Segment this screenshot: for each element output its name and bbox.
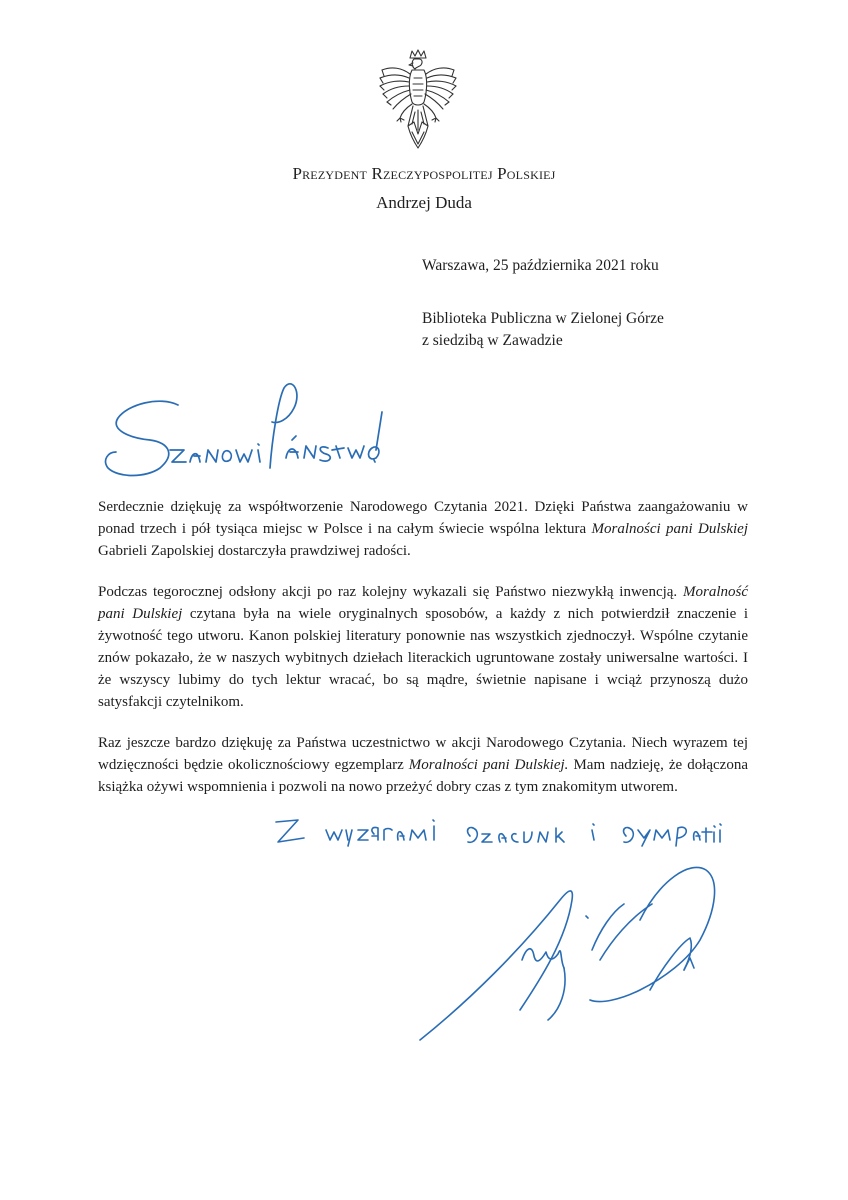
body-text-segment: Mam nadzieję, że dołączona książka ożywi wspomnienia i pozwoli na nowo przeżyć dobry czas z tym znakomitym utworem. — [98, 757, 749, 795]
body-paragraph — [98, 581, 748, 713]
body-text-segment: Podczas tegorocznej odsłony akcji po raz kolejny wykazali się Państwo niezwykłą inwencją. — [98, 584, 683, 600]
book-title: Moralność pani Dulskiej — [98, 584, 748, 622]
book-title: Moralności pani Dulskiej. — [408, 757, 569, 773]
handwritten-salutation — [106, 384, 382, 476]
signature-icon — [420, 867, 715, 1040]
book-title: Moralności pani Dulskiej — [591, 521, 748, 537]
office-title-word: Prezydent — [292, 164, 368, 183]
body-text-segment: Gabrieli Zapolskiej dostarczyła prawdziwej radości. — [98, 543, 411, 559]
recipient-line: z siedzibą w Zawadzie — [422, 332, 563, 349]
body-text-segment: Raz jeszcze bardzo dziękuję za Państwa uczestnictwo w akcji Narodowego Czytania. Niech wyrazem tej wdzięczności będzie okolicznościowy egzemplarz — [98, 735, 748, 773]
recipient-line: Biblioteka Publiczna w Zielonej Górze — [422, 310, 664, 327]
office-title-word: Polskiej — [497, 164, 556, 183]
body-text-segment: Serdecznie dziękuję za współtworzenie Narodowego Czytania 2021. Dzięki Państwa zaangażowaniu w ponad trzech i pół tysiąca miejsc w Polsce i na całym świecie wspólna lektura — [98, 499, 748, 537]
body-paragraph — [98, 732, 748, 798]
body-paragraph — [98, 496, 748, 562]
office-title-word: Rzeczypospolitej — [371, 164, 493, 183]
body-text-segment: czytana była na wiele oryginalnych sposobów, a każdy z nich potwierdził znaczenie i żywotność tego utworu. Kanon polskiej literatury ponownie nas wszystkich zjednoczył. Wspólne czytanie znów pokazało, że w naszych wybitnych dziełach literackich ugruntowane zostały uniwersalne wartości. I że wszyscy lubimy do tych lektur wracać, bo są mądre, świetnie napisane i wciąż przynoszą dużo satysfakcji czytelnikom. — [98, 606, 749, 710]
sender-name: Andrzej Duda — [376, 193, 472, 212]
letter-body — [98, 496, 748, 817]
handwritten-closing — [276, 820, 721, 846]
letter-date: Warszawa, 25 października 2021 roku — [422, 257, 659, 274]
